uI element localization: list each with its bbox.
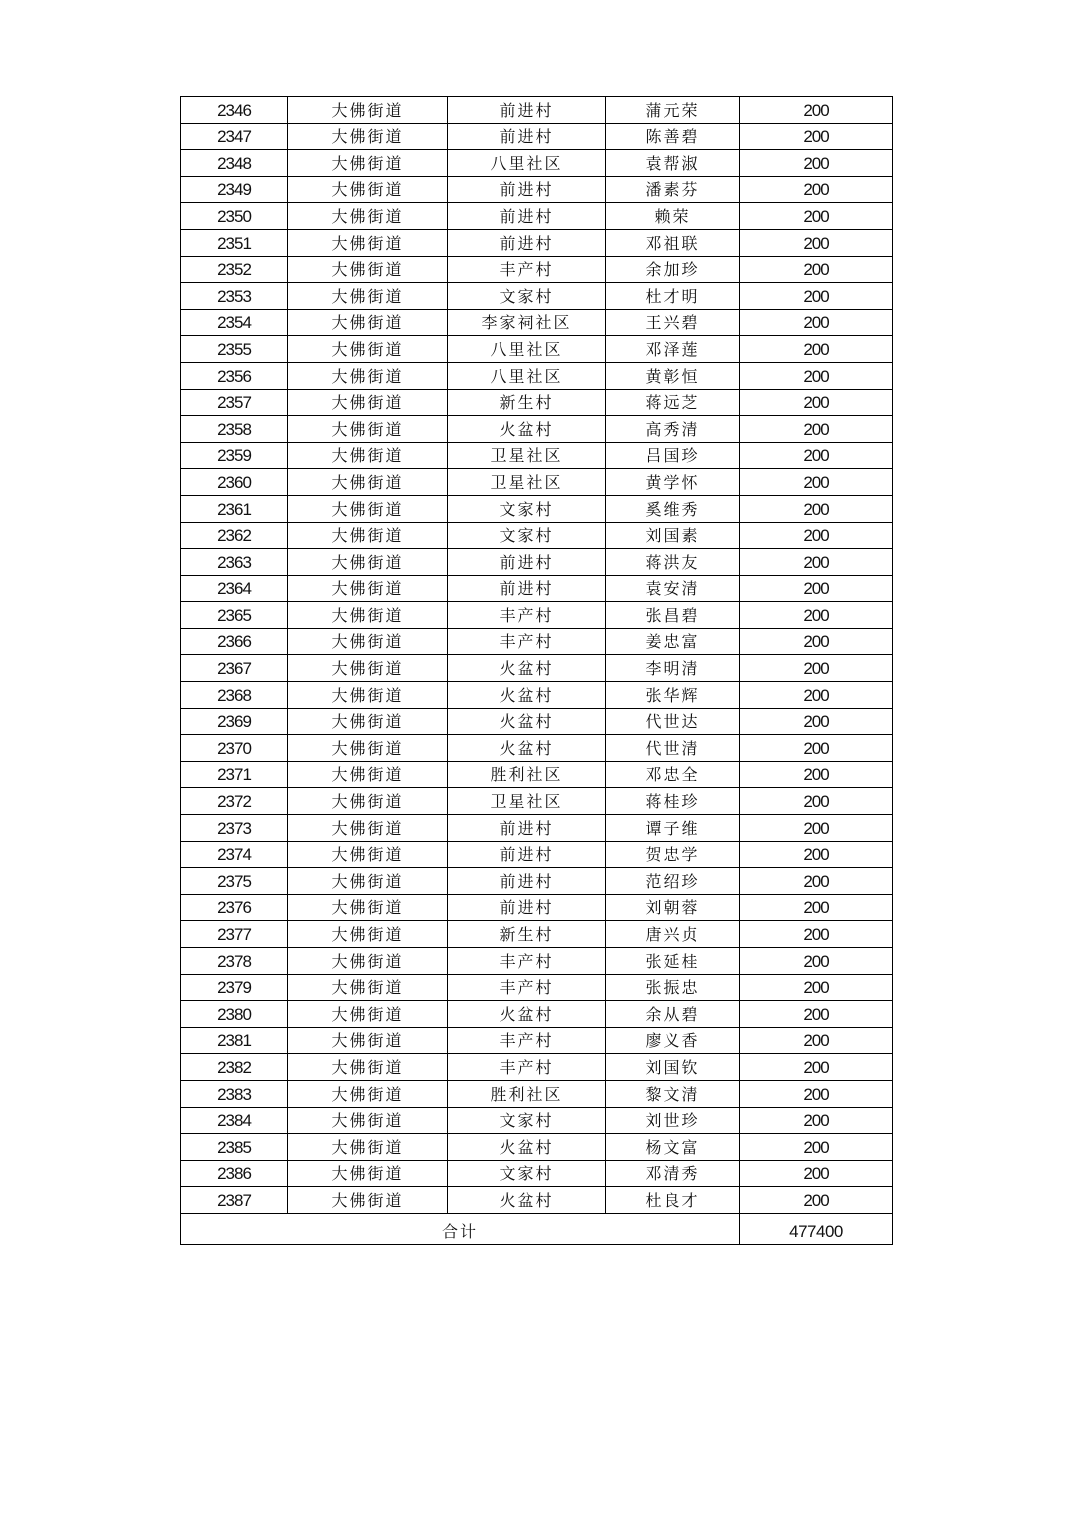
name-cell: 廖义香 [606,1027,740,1054]
village-cell: 前进村 [448,815,606,842]
name-cell: 潘素芬 [606,176,740,203]
row-number-cell: 2353 [181,283,288,310]
row-number-cell: 2357 [181,389,288,416]
amount-cell: 200 [740,841,893,868]
table-row [181,921,893,948]
name-cell: 吕国珍 [606,442,740,469]
name-cell: 范绍珍 [606,868,740,895]
amount-cell: 200 [740,256,893,283]
village-cell: 丰产村 [448,974,606,1001]
row-number-cell: 2379 [181,974,288,1001]
amount-cell: 200 [740,761,893,788]
amount-cell: 200 [740,788,893,815]
name-cell: 黄学怀 [606,469,740,496]
amount-cell: 200 [740,442,893,469]
street-cell: 大佛街道 [288,761,448,788]
row-number-cell: 2351 [181,229,288,256]
village-cell: 前进村 [448,894,606,921]
row-number-cell: 2348 [181,150,288,177]
village-cell: 火盆村 [448,682,606,709]
name-cell: 邓祖联 [606,229,740,256]
name-cell: 袁安清 [606,575,740,602]
street-cell: 大佛街道 [288,150,448,177]
amount-cell: 200 [740,682,893,709]
row-number-cell: 2347 [181,123,288,150]
table-row [181,283,893,310]
table-row [181,655,893,682]
table-row [181,788,893,815]
table-row [181,815,893,842]
table-row [181,841,893,868]
amount-cell: 200 [740,336,893,363]
name-cell: 杨文富 [606,1134,740,1161]
name-cell: 奚维秀 [606,495,740,522]
table-row [181,575,893,602]
amount-cell: 200 [740,894,893,921]
village-cell: 文家村 [448,283,606,310]
street-cell: 大佛街道 [288,655,448,682]
amount-cell: 200 [740,628,893,655]
name-cell: 张华辉 [606,682,740,709]
street-cell: 大佛街道 [288,549,448,576]
table-row [181,442,893,469]
village-cell: 前进村 [448,203,606,230]
name-cell: 张延桂 [606,948,740,975]
row-number-cell: 2387 [181,1187,288,1214]
street-cell: 大佛街道 [288,868,448,895]
row-number-cell: 2385 [181,1134,288,1161]
street-cell: 大佛街道 [288,708,448,735]
amount-cell: 200 [740,948,893,975]
name-cell: 杜才明 [606,283,740,310]
row-number-cell: 2373 [181,815,288,842]
village-cell: 文家村 [448,1107,606,1134]
table-row [181,868,893,895]
name-cell: 刘国钦 [606,1054,740,1081]
amount-cell: 200 [740,1001,893,1028]
village-cell: 卫星社区 [448,442,606,469]
amount-cell: 200 [740,1187,893,1214]
street-cell: 大佛街道 [288,1160,448,1187]
name-cell: 邓清秀 [606,1160,740,1187]
street-cell: 大佛街道 [288,229,448,256]
street-cell: 大佛街道 [288,628,448,655]
table-row [181,1107,893,1134]
amount-cell: 200 [740,1054,893,1081]
village-cell: 八里社区 [448,150,606,177]
table-row [181,123,893,150]
total-row [181,1213,893,1244]
name-cell: 黄彰恒 [606,362,740,389]
name-cell: 陈善碧 [606,123,740,150]
street-cell: 大佛街道 [288,735,448,762]
table-row [181,256,893,283]
table-row [181,761,893,788]
table-row [181,495,893,522]
row-number-cell: 2374 [181,841,288,868]
table-row [181,628,893,655]
amount-cell: 200 [740,655,893,682]
village-cell: 火盆村 [448,1001,606,1028]
row-number-cell: 2376 [181,894,288,921]
village-cell: 新生村 [448,389,606,416]
amount-cell: 200 [740,309,893,336]
row-number-cell: 2367 [181,655,288,682]
row-number-cell: 2349 [181,176,288,203]
street-cell: 大佛街道 [288,602,448,629]
village-cell: 火盆村 [448,1187,606,1214]
table-row [181,416,893,443]
village-cell: 文家村 [448,522,606,549]
row-number-cell: 2359 [181,442,288,469]
village-cell: 火盆村 [448,655,606,682]
street-cell: 大佛街道 [288,948,448,975]
village-cell: 前进村 [448,841,606,868]
amount-cell: 200 [740,203,893,230]
street-cell: 大佛街道 [288,469,448,496]
amount-cell: 200 [740,97,893,124]
village-cell: 丰产村 [448,628,606,655]
village-cell: 丰产村 [448,948,606,975]
amount-cell: 200 [740,1080,893,1107]
name-cell: 邓忠全 [606,761,740,788]
table-row [181,97,893,124]
street-cell: 大佛街道 [288,974,448,1001]
street-cell: 大佛街道 [288,522,448,549]
row-number-cell: 2346 [181,97,288,124]
street-cell: 大佛街道 [288,389,448,416]
village-cell: 八里社区 [448,362,606,389]
subsidy-roster-table [180,96,893,1245]
village-cell: 前进村 [448,575,606,602]
amount-cell: 200 [740,1107,893,1134]
village-cell: 文家村 [448,495,606,522]
village-cell: 前进村 [448,868,606,895]
name-cell: 蒋桂珍 [606,788,740,815]
village-cell: 前进村 [448,176,606,203]
row-number-cell: 2384 [181,1107,288,1134]
row-number-cell: 2364 [181,575,288,602]
street-cell: 大佛街道 [288,495,448,522]
village-cell: 胜利社区 [448,761,606,788]
row-number-cell: 2371 [181,761,288,788]
street-cell: 大佛街道 [288,1027,448,1054]
row-number-cell: 2381 [181,1027,288,1054]
table-row [181,948,893,975]
amount-cell: 200 [740,974,893,1001]
row-number-cell: 2352 [181,256,288,283]
amount-cell: 200 [740,283,893,310]
name-cell: 代世清 [606,735,740,762]
village-cell: 火盆村 [448,416,606,443]
name-cell: 张振忠 [606,974,740,1001]
village-cell: 火盆村 [448,735,606,762]
street-cell: 大佛街道 [288,894,448,921]
name-cell: 蒲元荣 [606,97,740,124]
amount-cell: 200 [740,389,893,416]
street-cell: 大佛街道 [288,362,448,389]
table-row [181,602,893,629]
name-cell: 高秀清 [606,416,740,443]
row-number-cell: 2386 [181,1160,288,1187]
roster-body [181,97,893,1245]
table-row [181,894,893,921]
row-number-cell: 2365 [181,602,288,629]
table-row [181,1001,893,1028]
village-cell: 前进村 [448,229,606,256]
village-cell: 卫星社区 [448,469,606,496]
street-cell: 大佛街道 [288,1134,448,1161]
amount-cell: 200 [740,495,893,522]
total-value: 477400 [740,1213,893,1244]
village-cell: 火盆村 [448,1134,606,1161]
amount-cell: 200 [740,123,893,150]
table-row [181,1160,893,1187]
table-row [181,336,893,363]
amount-cell: 200 [740,362,893,389]
amount-cell: 200 [740,416,893,443]
row-number-cell: 2360 [181,469,288,496]
name-cell: 蒋远芝 [606,389,740,416]
village-cell: 前进村 [448,97,606,124]
amount-cell: 200 [740,1134,893,1161]
name-cell: 唐兴贞 [606,921,740,948]
table-row [181,1134,893,1161]
name-cell: 王兴碧 [606,309,740,336]
name-cell: 刘朝蓉 [606,894,740,921]
total-label: 合计 [181,1213,740,1244]
street-cell: 大佛街道 [288,203,448,230]
village-cell: 卫星社区 [448,788,606,815]
row-number-cell: 2358 [181,416,288,443]
amount-cell: 200 [740,602,893,629]
table-row [181,549,893,576]
street-cell: 大佛街道 [288,815,448,842]
row-number-cell: 2361 [181,495,288,522]
street-cell: 大佛街道 [288,256,448,283]
village-cell: 文家村 [448,1160,606,1187]
amount-cell: 200 [740,522,893,549]
street-cell: 大佛街道 [288,416,448,443]
row-number-cell: 2382 [181,1054,288,1081]
amount-cell: 200 [740,921,893,948]
street-cell: 大佛街道 [288,1107,448,1134]
row-number-cell: 2377 [181,921,288,948]
row-number-cell: 2368 [181,682,288,709]
table-row [181,1027,893,1054]
street-cell: 大佛街道 [288,97,448,124]
row-number-cell: 2355 [181,336,288,363]
village-cell: 李家祠社区 [448,309,606,336]
street-cell: 大佛街道 [288,1187,448,1214]
amount-cell: 200 [740,176,893,203]
row-number-cell: 2380 [181,1001,288,1028]
row-number-cell: 2383 [181,1080,288,1107]
name-cell: 谭子维 [606,815,740,842]
name-cell: 代世达 [606,708,740,735]
amount-cell: 200 [740,815,893,842]
name-cell: 赖荣 [606,203,740,230]
amount-cell: 200 [740,868,893,895]
name-cell: 黎文清 [606,1080,740,1107]
street-cell: 大佛街道 [288,123,448,150]
table-row [181,1187,893,1214]
amount-cell: 200 [740,708,893,735]
name-cell: 刘国素 [606,522,740,549]
name-cell: 余加珍 [606,256,740,283]
row-number-cell: 2362 [181,522,288,549]
street-cell: 大佛街道 [288,336,448,363]
table-row [181,389,893,416]
amount-cell: 200 [740,1027,893,1054]
name-cell: 袁帮淑 [606,150,740,177]
table-row [181,682,893,709]
row-number-cell: 2372 [181,788,288,815]
village-cell: 八里社区 [448,336,606,363]
street-cell: 大佛街道 [288,1080,448,1107]
table-row [181,309,893,336]
row-number-cell: 2356 [181,362,288,389]
table-row [181,708,893,735]
village-cell: 火盆村 [448,708,606,735]
row-number-cell: 2354 [181,309,288,336]
table-row [181,735,893,762]
table-row [181,974,893,1001]
row-number-cell: 2366 [181,628,288,655]
name-cell: 刘世珍 [606,1107,740,1134]
street-cell: 大佛街道 [288,1054,448,1081]
village-cell: 新生村 [448,921,606,948]
village-cell: 丰产村 [448,1054,606,1081]
street-cell: 大佛街道 [288,1001,448,1028]
name-cell: 杜良才 [606,1187,740,1214]
amount-cell: 200 [740,229,893,256]
amount-cell: 200 [740,735,893,762]
name-cell: 蒋洪友 [606,549,740,576]
name-cell: 李明清 [606,655,740,682]
street-cell: 大佛街道 [288,283,448,310]
village-cell: 前进村 [448,123,606,150]
village-cell: 丰产村 [448,602,606,629]
row-number-cell: 2363 [181,549,288,576]
amount-cell: 200 [740,549,893,576]
street-cell: 大佛街道 [288,788,448,815]
amount-cell: 200 [740,575,893,602]
table-row [181,362,893,389]
row-number-cell: 2350 [181,203,288,230]
table-row [181,1054,893,1081]
name-cell: 张昌碧 [606,602,740,629]
name-cell: 邓泽莲 [606,336,740,363]
street-cell: 大佛街道 [288,921,448,948]
village-cell: 前进村 [448,549,606,576]
row-number-cell: 2378 [181,948,288,975]
street-cell: 大佛街道 [288,575,448,602]
name-cell: 姜忠富 [606,628,740,655]
street-cell: 大佛街道 [288,442,448,469]
amount-cell: 200 [740,150,893,177]
street-cell: 大佛街道 [288,176,448,203]
street-cell: 大佛街道 [288,682,448,709]
table-row [181,522,893,549]
table-row [181,1080,893,1107]
amount-cell: 200 [740,469,893,496]
village-cell: 丰产村 [448,1027,606,1054]
row-number-cell: 2369 [181,708,288,735]
amount-cell: 200 [740,1160,893,1187]
name-cell: 余从碧 [606,1001,740,1028]
street-cell: 大佛街道 [288,841,448,868]
table-row [181,150,893,177]
row-number-cell: 2370 [181,735,288,762]
village-cell: 丰产村 [448,256,606,283]
table-row [181,203,893,230]
table-row [181,469,893,496]
table-row [181,176,893,203]
street-cell: 大佛街道 [288,309,448,336]
table-row [181,229,893,256]
name-cell: 贺忠学 [606,841,740,868]
row-number-cell: 2375 [181,868,288,895]
village-cell: 胜利社区 [448,1080,606,1107]
